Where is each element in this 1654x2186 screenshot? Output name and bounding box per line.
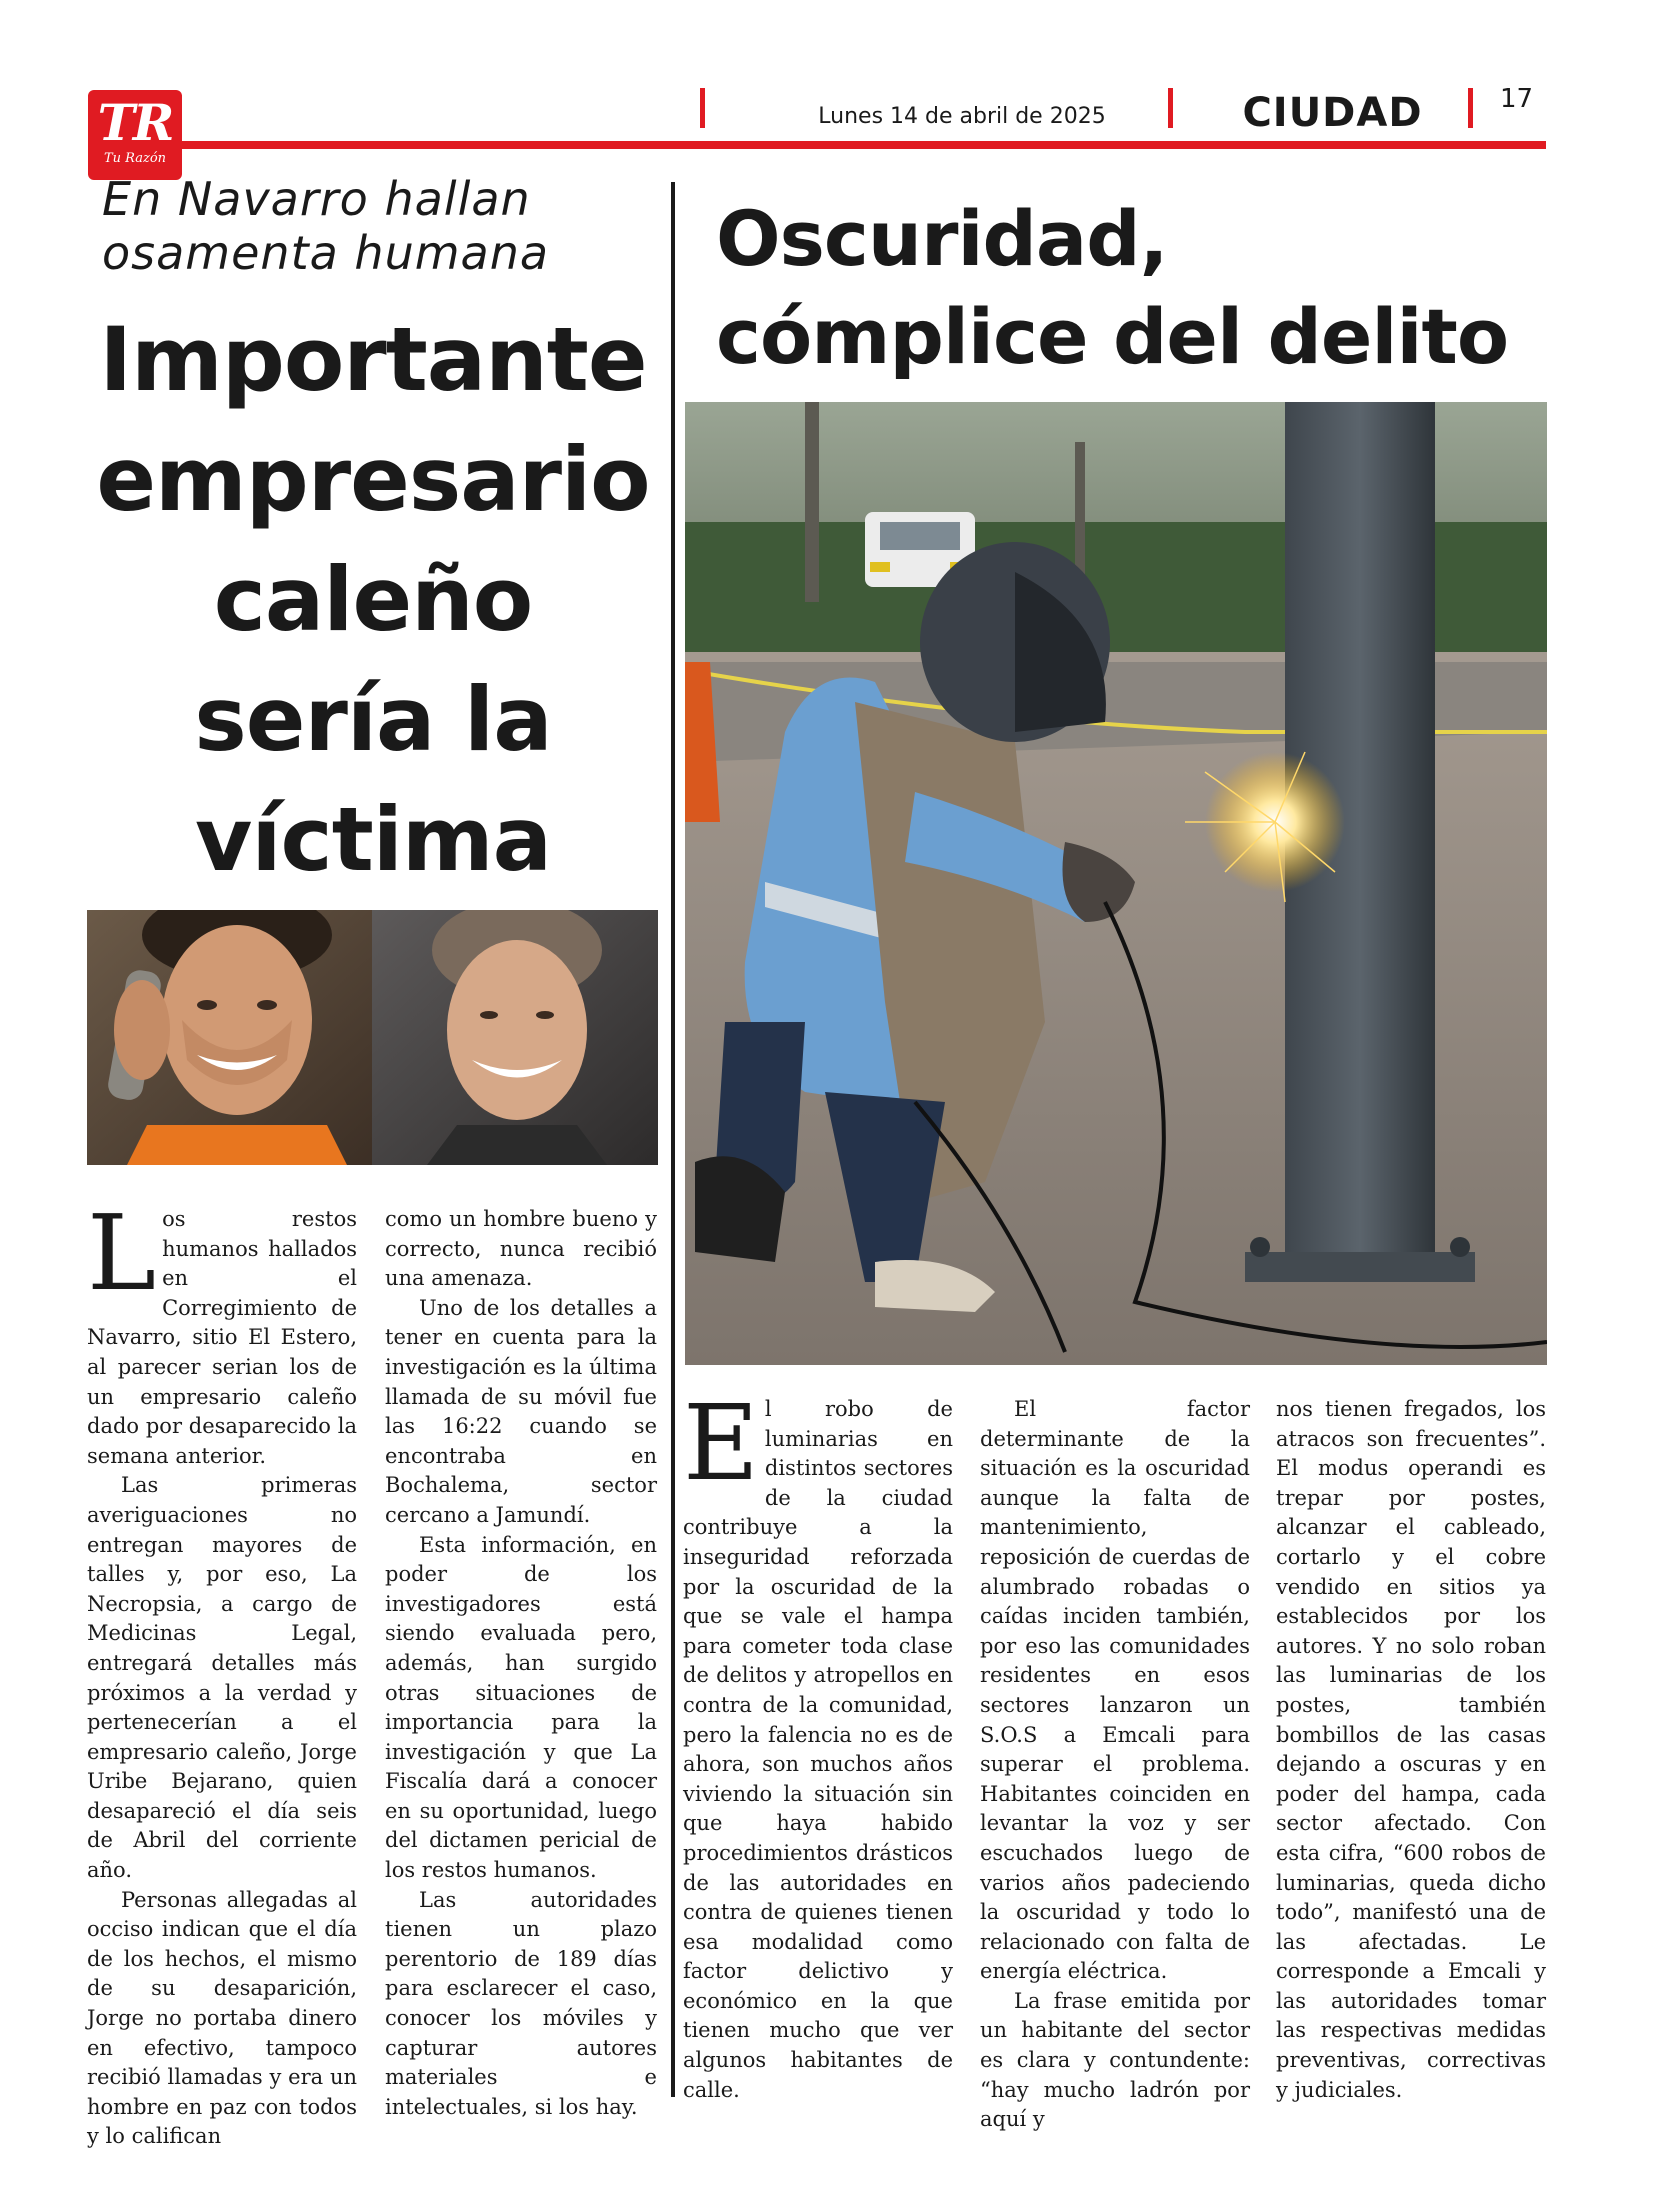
logo-mark: TR — [97, 93, 173, 152]
paragraph: nos tienen fregados, los atracos son frecuentes”. El modus operandi es trepar por postes, alcanzar el cableado, cortarlo y el cobre vendido en sitios ya establecidos por los autores. Y no solo roban las luminarias de los postes, también bombillos de las casas dejando a oscuras y en poder del hampa, cada sector afectado. Con esta cifra, “600 robos de luminarias, queda dicho todo”, manifestó una de las afectadas. Le corresponde a Emcali y las autoridades tomar las respectivas medidas preventivas, correctivas y judiciales. — [1276, 1397, 1546, 2102]
paragraph — [87, 1192, 357, 1471]
paragraph — [683, 1382, 953, 2105]
dropcap: L — [87, 1192, 157, 1314]
paragraph: como un hombre bueno y correcto, nunca recibió una amenaza. — [385, 1207, 657, 1291]
paragraph: Personas allegadas al occiso indican que el día de los hechos, el mismo de su desaparición, Jorge no portaba dinero en efectivo, tampoco recibió llamadas y era un hombre en paz con todos y lo califican — [87, 1887, 357, 2149]
paragraph: Uno de los detalles a tener en cuenta para la investigación es la última llamada de su móvil fue las 16:22 cuando se encontraba en Bochalema, sector cercano a Jamundí. — [385, 1295, 657, 1527]
story-headline: Importante empresario caleño sería la víctima — [96, 308, 650, 891]
header-separator — [1168, 88, 1173, 128]
header-rule — [182, 141, 1546, 149]
right-story-column-3 — [1276, 1395, 1546, 2105]
paragraph: La frase emitida por un habitante del sector es clara y contundente: “hay mucho ladrón por aquí y — [980, 1988, 1250, 2132]
story-headline: Oscuridad, cómplice del delito — [716, 194, 1509, 381]
column-divider — [671, 182, 675, 2097]
welder-photo — [685, 402, 1547, 1365]
right-story-column-1 — [683, 1382, 953, 2105]
logo — [88, 90, 182, 180]
story-kicker: En Navarro hallan osamenta humana — [102, 172, 550, 280]
paragraph-text: l robo de luminarias en distintos sectores de la ciudad contribuye a la inseguridad reforzada por la oscuridad de la que se vale el hampa para cometer toda clase de delitos y atropellos en contra de la comunidad, pero la falencia no es de ahora, son muchos años viviendo la situación sin que haya habido procedimientos drásticos de las autoridades en contra de quienes tienen esa modalidad como factor delictivo y económico en la que tienen mucho que ver algunos habitantes de calle. — [683, 1397, 953, 2102]
paragraph: El factor determinante de la situación es la oscuridad aunque la falta de mantenimiento, reposición de cuerdas de alumbrado robadas o caídas inciden también, por eso las comunidades residentes en esos sectores lanzaron un S.O.S a Emcali para superar el problema. Habitantes coinciden en levantar la voz y ser escuchados luego de varios años padeciendo la oscuridad y todo lo relacionado con falta de energía eléctrica. — [980, 1397, 1250, 1984]
paragraph: Esta información, en poder de los investigadores está siendo evaluada pero, además, han surgido otras situaciones de importancia para la investigación y que La Fiscalía dará a conocer en su oportunidad, luego del dictamen pericial de los restos humanos. — [385, 1532, 657, 1883]
page-number: 17 — [1500, 84, 1534, 114]
dropcap: E — [683, 1382, 759, 1504]
paragraph-text: os restos humanos hallados en el Corregimiento de Navarro, sitio El Estero, al parecer serian los de un empresario caleño dado por desaparecido la semana anterior. — [87, 1207, 357, 1468]
logo-subtext: Tu Razón — [103, 151, 167, 166]
portraits-photo — [87, 910, 658, 1165]
issue-date: Lunes 14 de abril de 2025 — [818, 104, 1106, 129]
right-story-column-2 — [980, 1395, 1250, 2135]
header-separator — [1468, 88, 1473, 128]
section-title: CIUDAD — [1242, 90, 1423, 136]
paragraph: Las autoridades tienen un plazo perentorio de 189 días para esclarecer el caso, conocer los móviles y capturar autores materiales e intelectuales, si los hay. — [385, 1887, 657, 2119]
left-story-column-1 — [87, 1192, 357, 2152]
left-story-column-2 — [385, 1205, 657, 2122]
header-separator — [700, 88, 705, 128]
paragraph: Las primeras averiguaciones no entregan mayores de talles y, por eso, La Necropsia, a cargo de Medicinas Legal, entregará detalles más próximos a la verdad y pertenecerían a el empresario caleño, Jorge Uribe Bejarano, quien desapareció el día seis de Abril del corriente año. — [87, 1473, 357, 1883]
